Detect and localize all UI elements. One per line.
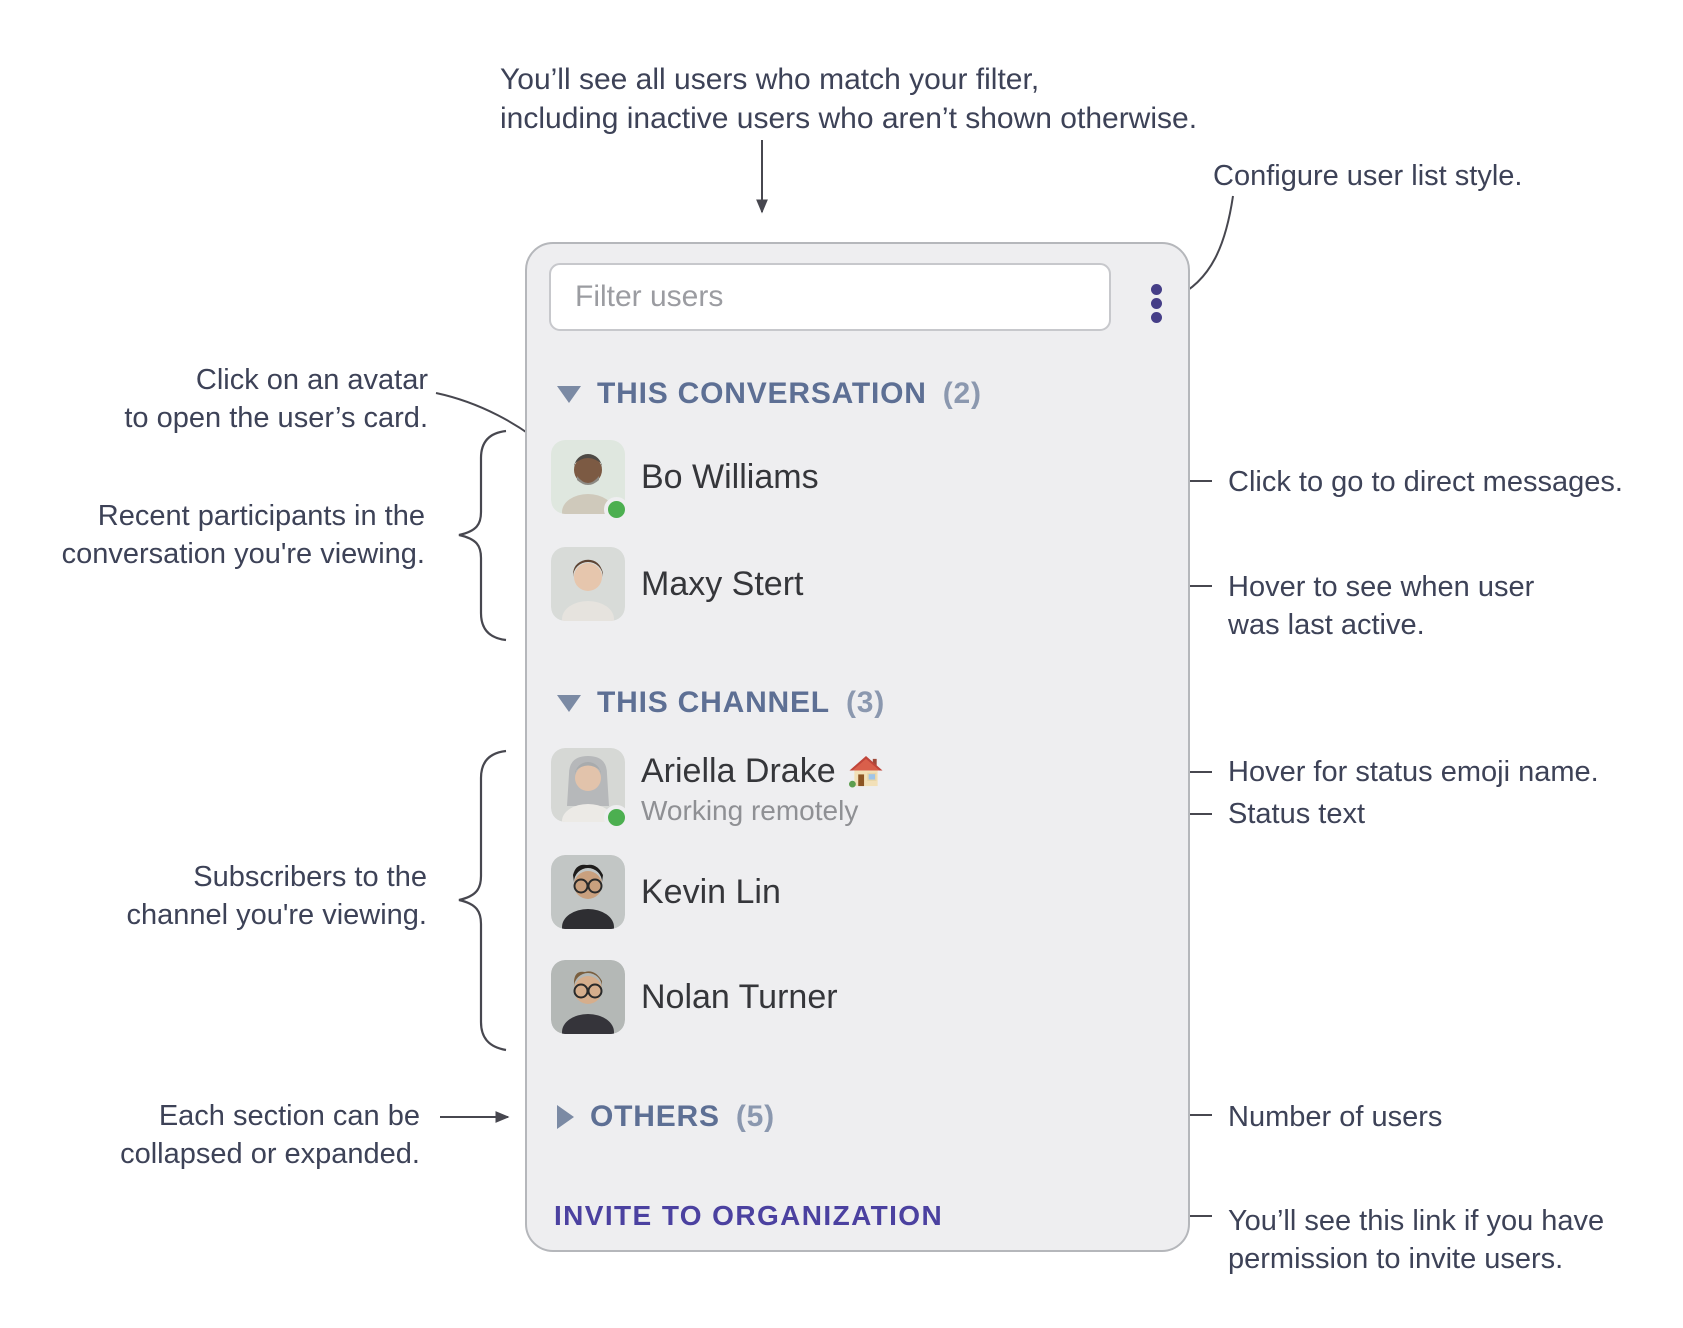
user-info — [641, 440, 819, 514]
section-label: THIS CONVERSATION — [597, 377, 927, 410]
triangle-right-icon — [557, 1105, 574, 1129]
section-header-this-channel[interactable] — [557, 683, 885, 723]
filter-users-input[interactable] — [549, 263, 1111, 331]
house-emoji — [848, 755, 884, 788]
avatar-image — [551, 547, 625, 621]
user-list-panel — [525, 242, 1190, 1252]
annotation-subscribers: Subscribers to the channel you're viewing. — [126, 861, 427, 931]
annotation-recent-participants: Recent participants in the conversation you're viewing. — [61, 500, 425, 570]
avatar-kevin-lin[interactable] — [551, 855, 625, 929]
user-row — [551, 748, 1166, 826]
user-name[interactable]: Bo Williams — [641, 457, 819, 496]
triangle-down-icon — [557, 386, 581, 403]
section-header-others[interactable] — [557, 1097, 775, 1137]
annotation-collapse-expand: Each section can be collapsed or expanded. — [120, 1100, 420, 1170]
user-row — [551, 440, 1166, 514]
kebab-menu-icon — [1151, 312, 1162, 323]
user-status-text: Working remotely — [641, 795, 859, 826]
avatar-image — [551, 855, 625, 929]
user-row — [551, 547, 1166, 621]
annotation-status-text: Status text — [1228, 798, 1366, 830]
section-label: OTHERS — [590, 1100, 720, 1133]
triangle-down-icon — [557, 695, 581, 712]
kebab-menu-icon — [1151, 298, 1162, 309]
user-name[interactable]: Kevin Lin — [641, 872, 781, 911]
avatar-ariella-drake[interactable] — [551, 748, 625, 822]
avatar-nolan-turner[interactable] — [551, 960, 625, 1034]
invite-to-organization-link[interactable]: INVITE TO ORGANIZATION — [554, 1200, 944, 1231]
annotation-number-of-users: Number of users — [1228, 1101, 1443, 1133]
user-list-style-menu-button[interactable] — [1147, 280, 1166, 327]
user-row — [551, 960, 1166, 1034]
online-status-dot — [604, 805, 629, 830]
annotation-last-active: Hover to see when user was last active. — [1228, 571, 1535, 641]
user-name[interactable]: Maxy Stert — [641, 564, 804, 603]
user-info — [641, 960, 838, 1034]
avatar-bo-williams[interactable] — [551, 440, 625, 514]
user-info — [641, 748, 884, 826]
user-info — [641, 855, 781, 929]
section-count: (3) — [845, 686, 886, 719]
user-info — [641, 547, 803, 621]
avatar-image — [551, 960, 625, 1034]
avatar-maxy-stert[interactable] — [551, 547, 625, 621]
annotation-status-emoji: Hover for status emoji name. — [1228, 756, 1599, 788]
annotation-avatar-click: Click on an avatar to open the user’s card. — [124, 364, 428, 434]
section-label: THIS CHANNEL — [597, 686, 830, 719]
user-row — [551, 855, 1166, 929]
section-header-this-conversation[interactable] — [557, 374, 982, 414]
online-status-dot — [604, 497, 629, 522]
section-count: (2) — [942, 377, 982, 410]
kebab-menu-icon — [1151, 284, 1162, 295]
annotation-filter-results: You’ll see all users who match your filter, including inactive users who aren’t shown otherwise. — [500, 63, 1198, 135]
section-count: (5) — [735, 1100, 775, 1133]
user-name[interactable]: Nolan Turner — [641, 977, 838, 1016]
annotation-direct-messages: Click to go to direct messages. — [1228, 466, 1623, 498]
user-name[interactable]: Ariella Drake — [641, 752, 884, 791]
annotation-configure-style: Configure user list style. — [1213, 160, 1523, 192]
annotation-invite-permission: You’ll see this link if you have permission to invite users. — [1228, 1205, 1605, 1275]
